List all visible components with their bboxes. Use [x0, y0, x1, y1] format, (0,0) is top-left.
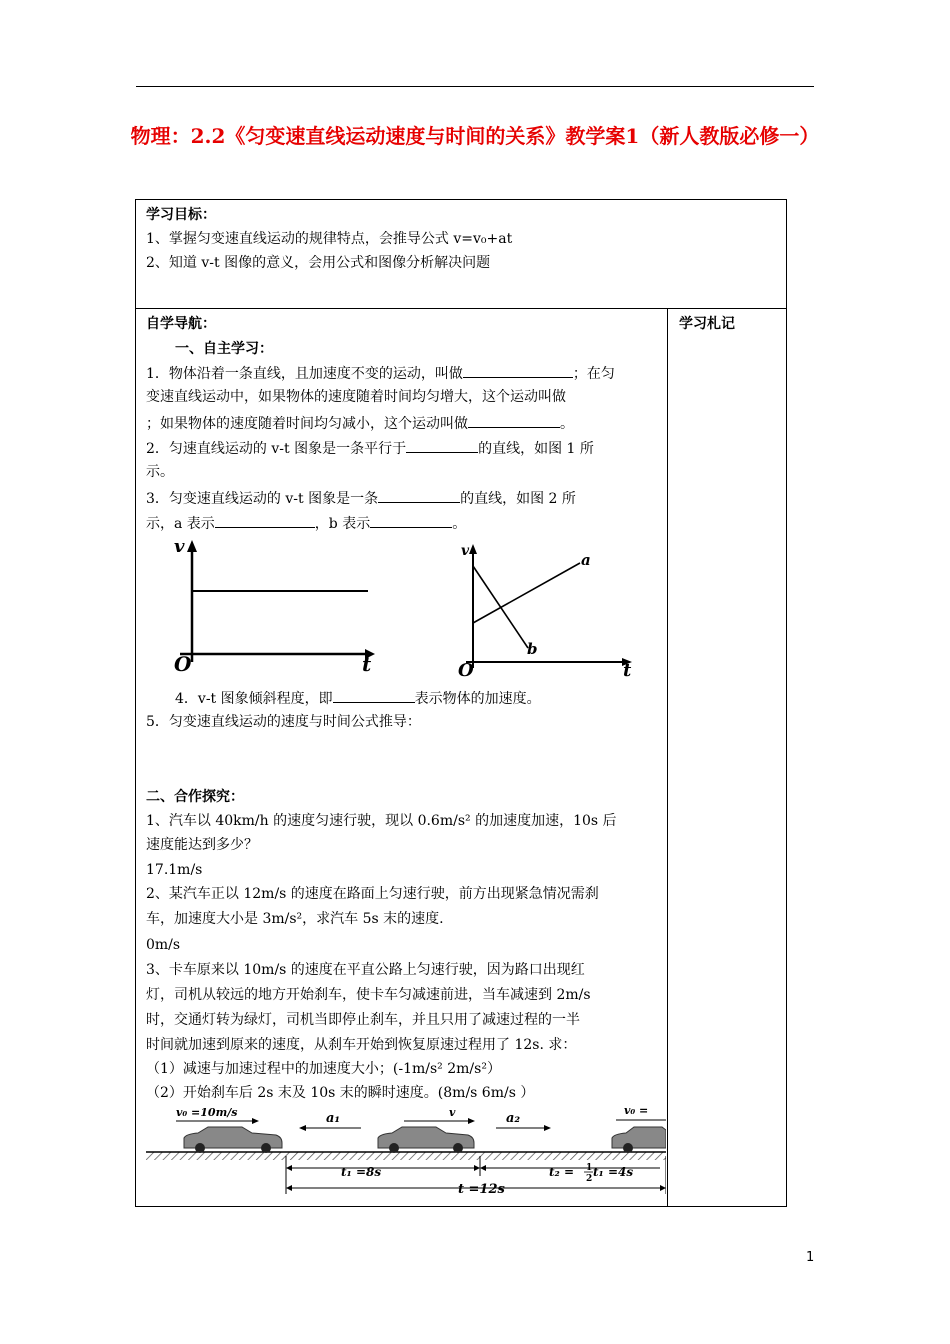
section2-heading: 二、合作探究： [146, 789, 244, 805]
page-number: 1 [806, 1250, 815, 1265]
vt-graph-accelerated [452, 538, 642, 680]
question-4: 4．v-t 图象倾斜程度，即 表示物体的加速度。 [175, 687, 541, 709]
nav-heading: 自学导航： [146, 316, 216, 332]
graph2-t-label: t [623, 660, 632, 680]
problem-2-line-2: 车，加速度大小是 3m/s²，求汽车 5s 末的速度. [146, 911, 444, 927]
t2-tail-label: t₁ =4s [593, 1165, 634, 1179]
answer-blank[interactable] [215, 512, 315, 528]
question-1-line-1: 1．物体沿着一条直线，且加速度不变的运动，叫做 ；在匀 [146, 362, 615, 384]
problem-3-line-3: 时，交通灯转为绿灯，司机当即停止刹车，并且只用了减速过程的一半 [146, 1012, 580, 1028]
arrowhead [660, 1185, 666, 1191]
graph2-origin-label: O [458, 660, 474, 680]
decel-label: a₁ [326, 1111, 341, 1126]
problem-3-subquestion-1: （1）减速与加速过程中的加速度大小；(-1m/s² 2m/s²） [146, 1061, 501, 1077]
question-1-line-3: ；如果物体的速度随着时间均匀减小，这个运动叫做 。 [146, 412, 574, 434]
notes-heading: 学习札记 [679, 316, 735, 332]
graph1-v-label: v [174, 536, 185, 557]
total-time-label: t =12s [458, 1182, 505, 1197]
arrowhead [252, 1118, 259, 1124]
arrowhead [544, 1125, 551, 1131]
arrowhead [480, 1165, 486, 1171]
goals-heading: 学习目标： [146, 207, 216, 223]
goal-item-1: 1、掌握匀变速直线运动的规律特点，会推导公式 v=v₀+at [146, 231, 513, 247]
line-a-label: a [581, 551, 591, 569]
t1-label: t₁ =8s [341, 1165, 382, 1179]
problem-1-line-2: 速度能达到多少？ [146, 837, 258, 853]
question-2-line-1: 2．匀速直线运动的 v-t 图象是一条平行于 的直线，如图 1 所 [146, 437, 594, 459]
problem-1-answer: 17.1m/s [146, 862, 203, 878]
graph2-v-label: v [461, 543, 470, 559]
problem-2-line-1: 2、某汽车正以 12m/s 的速度在路面上匀速行驶，前方出现紧急情况需刹 [146, 886, 599, 902]
truck-end [612, 1127, 666, 1153]
velocity-axis-arrow [187, 540, 197, 552]
arrowhead [474, 1165, 480, 1171]
table-row-divider [135, 308, 787, 309]
table-column-divider [667, 308, 668, 1207]
braking-motion-diagram [146, 1100, 666, 1198]
graph1-origin-label: O [174, 652, 192, 674]
line-a-accelerating [473, 563, 580, 623]
arrowhead [286, 1185, 292, 1191]
t2-label: t₂ = [549, 1165, 575, 1179]
document-title: 物理：2.2《匀变速直线运动速度与时间的关系》教学案1（新人教版必修一） [130, 124, 820, 148]
answer-blank[interactable] [333, 687, 415, 703]
arrowhead [468, 1118, 475, 1124]
problem-3-subquestion-2: （2）开始刹车后 2s 末及 10s 末的瞬时速度。(8m/s 6m/s ） [146, 1085, 535, 1101]
answer-blank[interactable] [370, 512, 452, 528]
final-velocity-label: v₀ = [624, 1104, 649, 1117]
goal-item-2: 2、知道 v-t 图像的意义，会用公式和图像分析解决问题 [146, 255, 491, 271]
accel-label: a₂ [506, 1111, 521, 1126]
arrowhead [286, 1165, 292, 1171]
graph1-t-label: t [362, 652, 372, 674]
section1-heading: 一、自主学习： [175, 341, 273, 357]
half-numerator: 1 [586, 1163, 593, 1173]
line-b-label: b [527, 640, 538, 658]
question-3-line-1: 3．匀变速直线运动的 v-t 图象是一条 的直线，如图 2 所 [146, 487, 576, 509]
half-denominator: 2 [586, 1174, 593, 1184]
question-2-line-2: 示。 [146, 464, 174, 480]
problem-3-line-1: 3、卡车原来以 10m/s 的速度在平直公路上匀速行驶，因为路口出现红 [146, 962, 585, 978]
truck-middle [378, 1127, 474, 1153]
answer-blank[interactable] [378, 487, 460, 503]
problem-2-answer: 0m/s [146, 937, 181, 953]
arrowhead [299, 1125, 306, 1131]
vt-graph-uniform [170, 532, 380, 674]
line-b-decelerating [473, 566, 528, 648]
problem-3-line-2: 灯，司机从较远的地方开始刹车，使卡车匀减速前进，当车减速到 2m/s [146, 987, 591, 1003]
answer-blank[interactable] [406, 437, 478, 453]
question-1-line-2: 变速直线运动中，如果物体的速度随着时间均匀增大，这个运动叫做 [146, 389, 566, 405]
answer-blank[interactable] [463, 362, 573, 378]
header-rule [136, 86, 814, 87]
velocity-axis-arrow [469, 544, 477, 554]
problem-1-line-1: 1、汽车以 40km/h 的速度匀速行驶，现以 0.6m/s² 的加速度加速，10s 后 [146, 813, 617, 829]
problem-3-line-4: 时间就加速到原来的速度，从刹车开始到恢复原速过程用了 12s. 求： [146, 1037, 577, 1053]
question-5: 5．匀变速直线运动的速度与时间公式推导： [146, 714, 421, 730]
road-surface [146, 1152, 666, 1160]
truck-start [184, 1127, 282, 1153]
middle-velocity-label: v [449, 1106, 456, 1119]
answer-blank[interactable] [468, 412, 560, 428]
initial-velocity-label: v₀ =10m/s [176, 1106, 238, 1119]
question-3-line-2: 示，a 表示 ，b 表示 。 [146, 512, 466, 534]
